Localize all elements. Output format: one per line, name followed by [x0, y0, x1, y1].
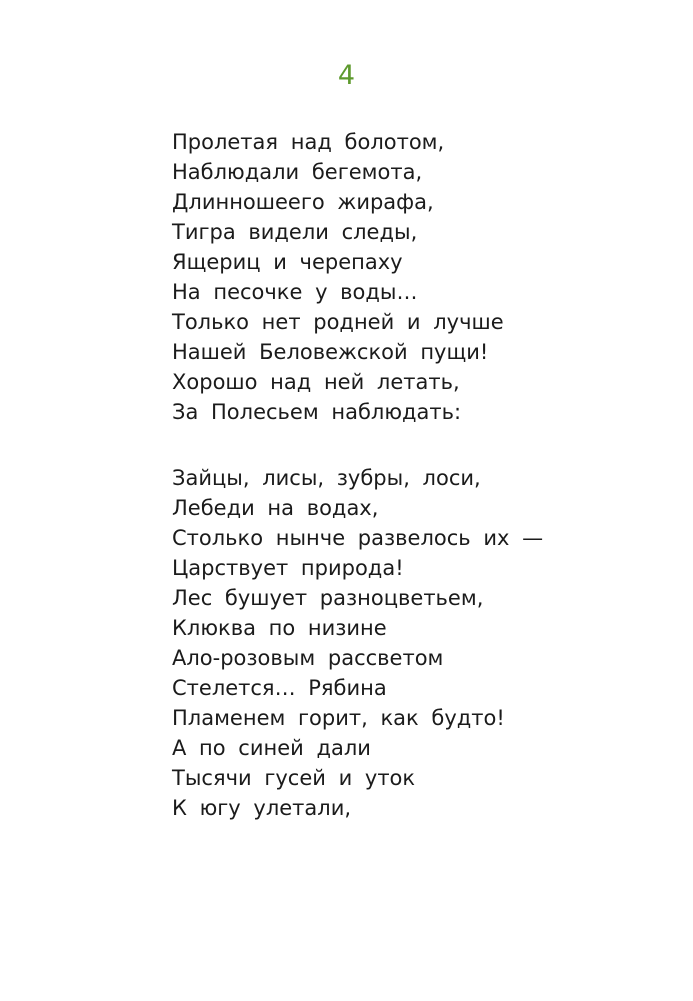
- page-number: 4: [337, 60, 356, 91]
- verse-line: Царствует природа!: [172, 556, 404, 580]
- verse-line: За Полесьем наблюдать:: [172, 400, 462, 424]
- poem-stanza-1: [172, 127, 504, 427]
- verse-line: Только нет родней и лучше: [172, 310, 504, 334]
- verse-line: Столько нынче развелось их —: [172, 526, 544, 550]
- verse-line: Наблюдали бегемота,: [172, 160, 423, 184]
- verse-line: Тигра видели следы,: [172, 220, 418, 244]
- poem-stanza-2: [172, 463, 543, 823]
- verse-line: Клюква по низине: [172, 616, 387, 640]
- verse-line: Лебеди на водах,: [172, 496, 379, 520]
- verse-line: Пламенем горит, как будто!: [172, 706, 505, 730]
- verse-line: Тысячи гусей и уток: [172, 766, 416, 790]
- verse-line: Стелется… Рябина: [172, 676, 387, 700]
- verse-line: А по синей дали: [172, 736, 371, 760]
- verse-line: Нашей Беловежской пущи!: [172, 340, 489, 364]
- verse-line: Зайцы, лисы, зубры, лоси,: [172, 466, 481, 490]
- verse-line: Пролетая над болотом,: [172, 130, 445, 154]
- verse-line: Ящериц и черепаху: [172, 250, 403, 274]
- verse-line: На песочке у воды…: [172, 280, 418, 304]
- verse-line: Хорошо над ней летать,: [172, 370, 460, 394]
- verse-line: К югу улетали,: [172, 796, 352, 820]
- verse-line: Лес бушует разноцветьем,: [172, 586, 484, 610]
- verse-line: Длинношеего жирафа,: [172, 190, 434, 214]
- verse-line: Ало-розовым рассветом: [172, 646, 444, 670]
